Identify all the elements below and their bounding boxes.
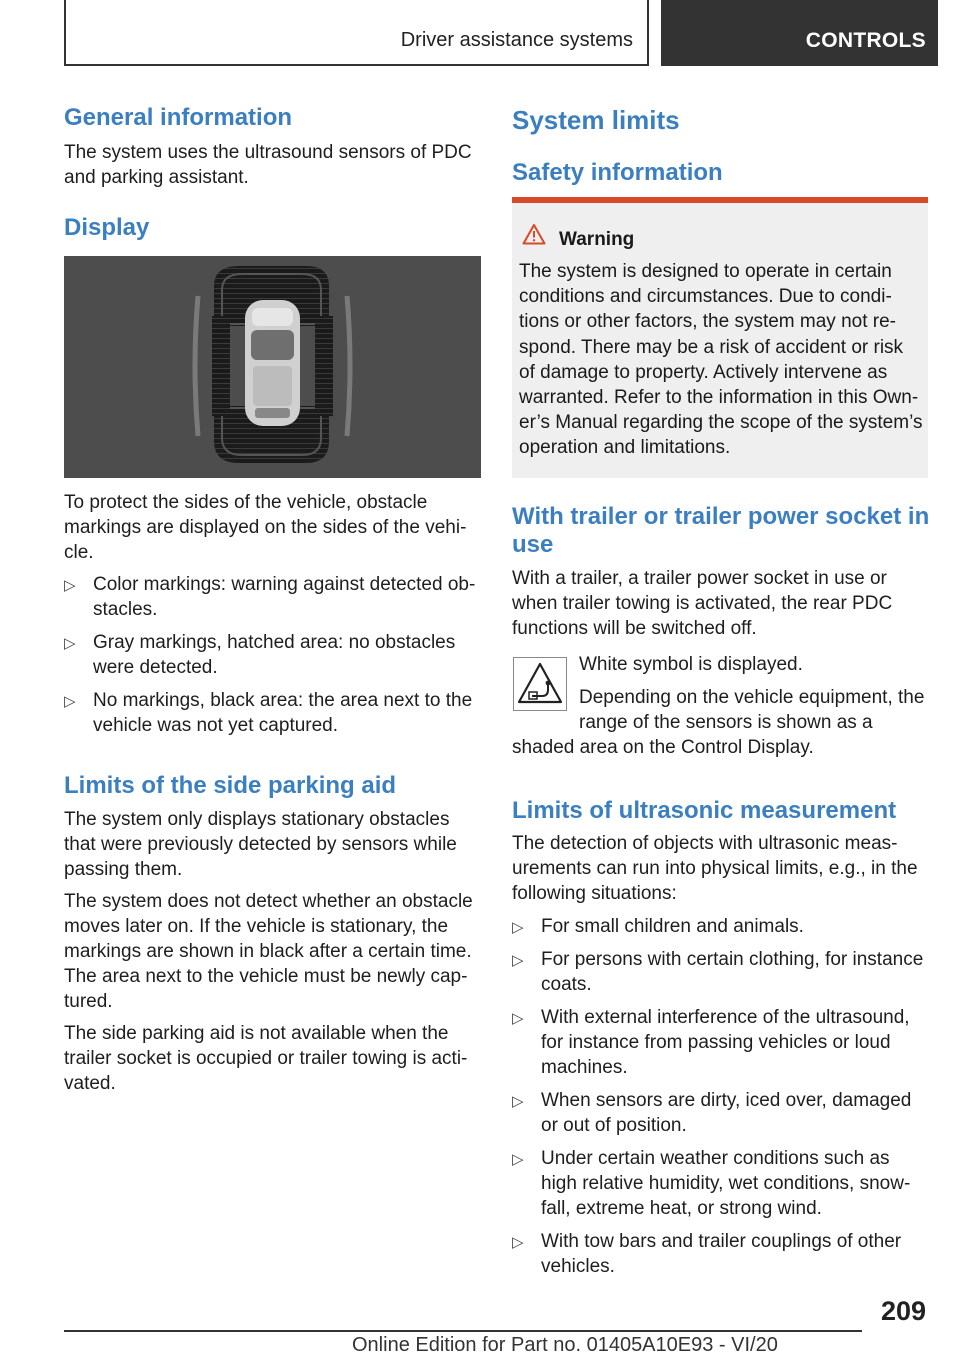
header-section-tab: [64, 0, 649, 66]
limits-paragraph-1: The system only displays stationary obstacles that were previously detected by sensors while passing them.: [64, 809, 457, 880]
list-item: ▷ With tow bars and trailer couplings of other vehicles.: [512, 1231, 902, 1277]
footer-divider: [64, 1330, 862, 1332]
bullet-triangle-icon: ▷: [512, 1093, 524, 1110]
ultrasonic-limits-heading: Limits of ultrasonic measurement: [512, 797, 897, 824]
display-markings-list: [64, 572, 482, 738]
header-chapter-tab: [661, 0, 938, 66]
list-item: ▷ No markings, black area: the area next to the vehicle was not yet captured.: [64, 690, 473, 736]
side-parking-limits-heading: Limits of the side parking aid: [64, 772, 397, 799]
bullet-triangle-icon: ▷: [64, 577, 76, 594]
list-item: ▷ Color markings: warning against detected obstacles.: [64, 574, 476, 620]
bullet-triangle-icon: ▷: [512, 1234, 524, 1251]
trailer-heading: With trailer or trailer power socket in use: [512, 503, 930, 558]
bullet-triangle-icon: ▷: [64, 635, 76, 652]
header-chapter-title: CONTROLS: [805, 29, 926, 52]
display-heading: Display: [64, 214, 150, 241]
warning-triangle-icon: [522, 223, 546, 245]
parking-sensor-illustration: [64, 256, 481, 478]
list-item: ▷ For persons with certain clothing, for instance coats.: [512, 949, 924, 995]
symbol-line-2: Depending on the vehicle equipment, the range of the sensors is shown as a: [579, 687, 925, 733]
header-section-title: Driver assistance systems: [400, 29, 633, 51]
list-item: ▷ Gray markings, hatched area: no obstacles were detected.: [64, 632, 456, 678]
bullet-triangle-icon: ▷: [512, 952, 524, 969]
bullet-triangle-icon: ▷: [64, 693, 76, 710]
parking-display-image: [64, 256, 481, 478]
general-info-heading: General information: [64, 104, 293, 131]
list-item: ▷ Under certain weather conditions such as high relative humidity, wet conditions, snowfall, extreme heat, or strong wind.: [512, 1148, 911, 1219]
display-description: To protect the sides of the vehicle, obstacle markings are displayed on the sides of the vehicle.: [64, 492, 467, 563]
warning-text: The system is designed to operate in certain conditions and circumstances. Due to conditions or other factors, the system may not respond. There may be a risk of accident or risk of damage to property. Actively intervene as warranted. Refer to the information in this Owner’s Manual regarding the scope of the system’s operation and limitations.: [519, 261, 923, 459]
symbol-line-1: White symbol is displayed.: [579, 654, 803, 675]
bullet-triangle-icon: ▷: [512, 1151, 524, 1168]
list-item: ▷ For small children and animals.: [512, 914, 930, 939]
ultrasonic-intro: The detection of objects with ultrasonic measurements can run into physical limits, e.g., in the following situations:: [512, 833, 918, 904]
footer-edition-text: Online Edition for Part no. 01405A10E93 - VI/20: [352, 1334, 778, 1356]
list-item: ▷ When sensors are dirty, iced over, damaged or out of position.: [512, 1090, 912, 1136]
limits-paragraph-2: The system does not detect whether an obstacle moves later on. If the vehicle is stationary, the markings are shown in black after a certain time. The area next to the vehicle must be newly captured.: [64, 891, 473, 1012]
system-limits-heading: System limits: [512, 105, 680, 135]
warning-title: Warning: [559, 229, 635, 250]
safety-information-heading: Safety information: [512, 159, 723, 186]
limits-paragraph-3: The side parking aid is not available when the trailer socket is occupied or trailer towing is activated.: [64, 1023, 468, 1094]
ultrasonic-limits-list: [512, 914, 930, 1279]
bullet-triangle-icon: ▷: [512, 1010, 524, 1027]
symbol-line-3: shaded area on the Control Display.: [512, 737, 814, 758]
page-number: 209: [880, 1296, 926, 1326]
pdc-off-symbol-icon: [513, 657, 567, 711]
general-info-text: The system uses the ultrasound sensors of PDC and parking assistant.: [64, 142, 472, 188]
warning-box: [512, 197, 928, 478]
bullet-triangle-icon: ▷: [512, 919, 524, 936]
trailer-text: With a trailer, a trailer power socket in use or when trailer towing is activated, the rear PDC functions will be switched off.: [512, 568, 893, 639]
list-item: ▷ With external interference of the ultrasound, for instance from passing vehicles or loud machines.: [512, 1007, 910, 1078]
